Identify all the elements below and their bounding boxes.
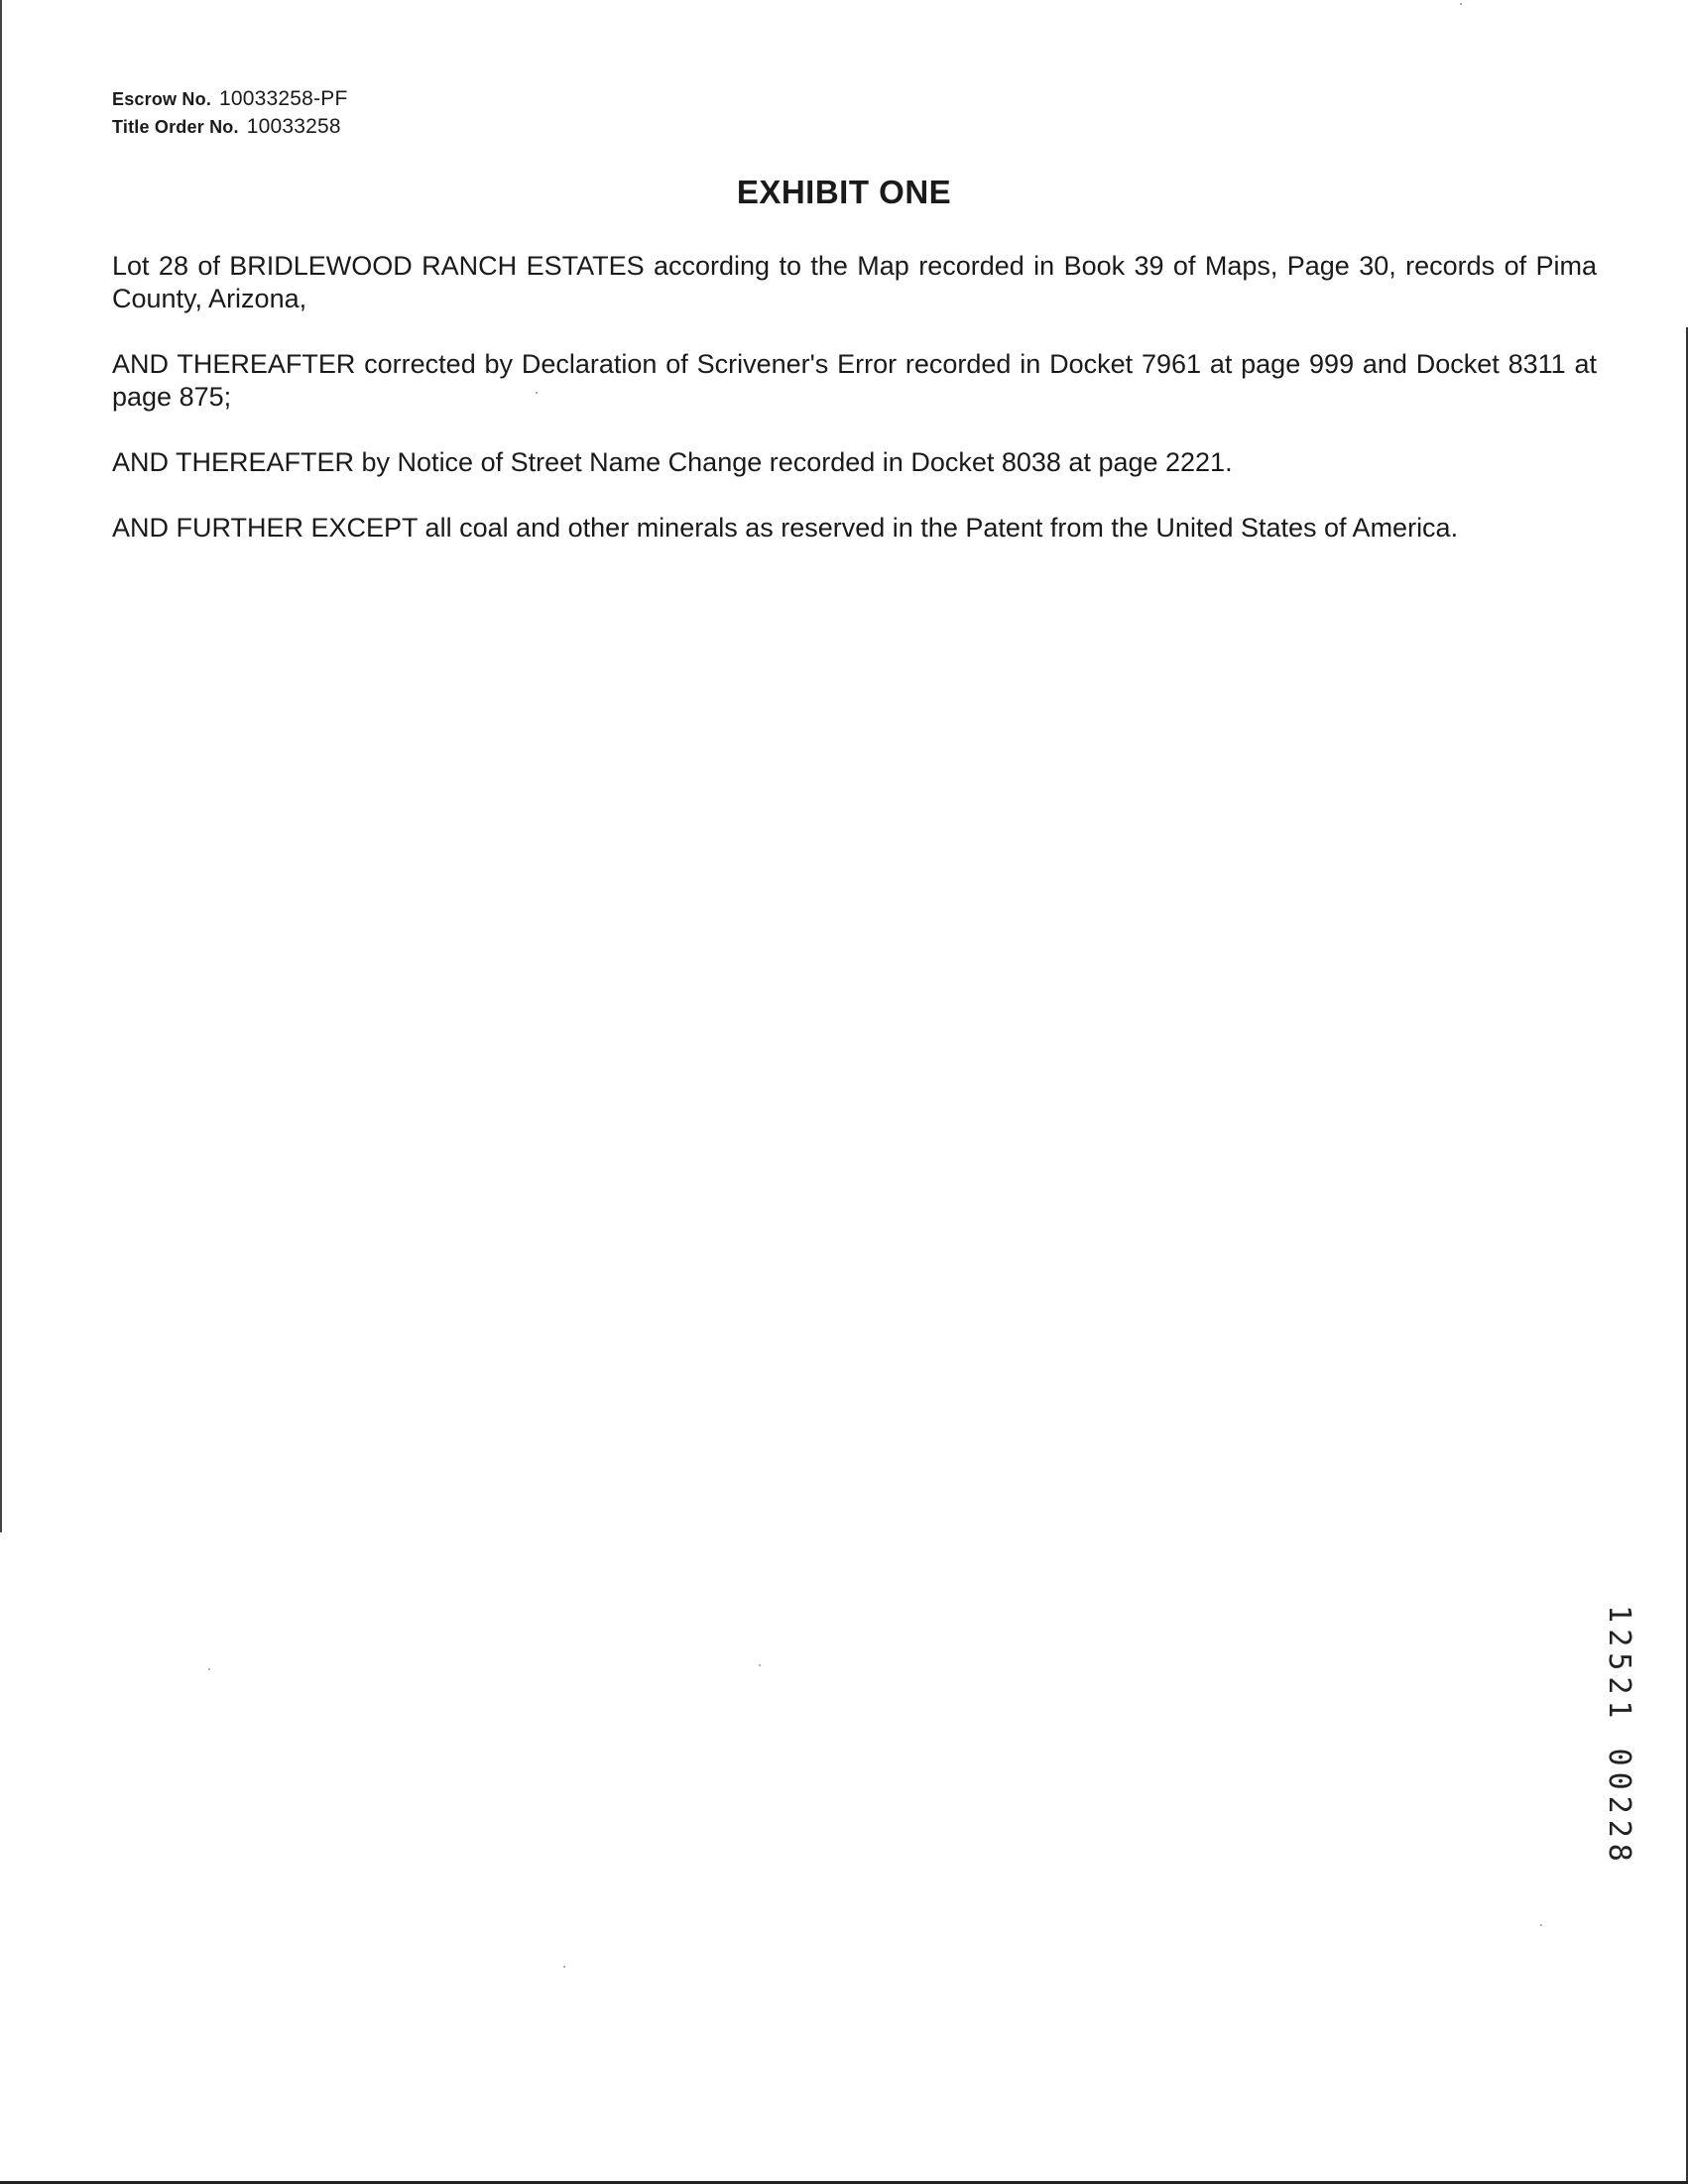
scan-speck <box>563 1966 565 1968</box>
document-title: EXHIBIT ONE <box>736 174 952 210</box>
recording-stamp <box>1599 1597 1638 1875</box>
recording-stamp-text: 12521 00228 <box>1601 1604 1636 1868</box>
title-order-row <box>112 113 348 141</box>
title-order-number: 10033258 <box>246 115 341 138</box>
scan-speck <box>759 1664 761 1666</box>
paragraph-scrivener-correction: AND THEREAFTER corrected by Declaration of Scrivener's Error recorded in Docket 7961 at page 999 and Docket 8311 at page 875; <box>112 349 1597 412</box>
scan-speck <box>1540 1924 1542 1926</box>
scan-speck <box>1460 3 1462 5</box>
legal-description <box>112 250 1597 577</box>
escrow-number: 10033258-PF <box>219 87 348 110</box>
escrow-number-row <box>112 85 348 113</box>
title-order-label: Title Order No. <box>112 117 239 137</box>
scan-speck <box>208 1668 210 1670</box>
paragraph-mineral-exception: AND FURTHER EXCEPT all coal and other minerals as reserved in the Patent from the United States of America. <box>112 513 1459 543</box>
paragraph-street-name-change: AND THEREAFTER by Notice of Street Name Change recorded in Docket 8038 at page 2221. <box>112 447 1233 477</box>
paragraph-lot-description: Lot 28 of BRIDLEWOOD RANCH ESTATES according to the Map recorded in Book 39 of Maps, Page 30, records of Pima County, Arizona, <box>112 251 1597 313</box>
reference-header <box>112 85 348 141</box>
scan-speck <box>536 392 538 394</box>
scan-edge-left <box>0 0 2 1532</box>
escrow-label: Escrow No. <box>112 89 212 109</box>
